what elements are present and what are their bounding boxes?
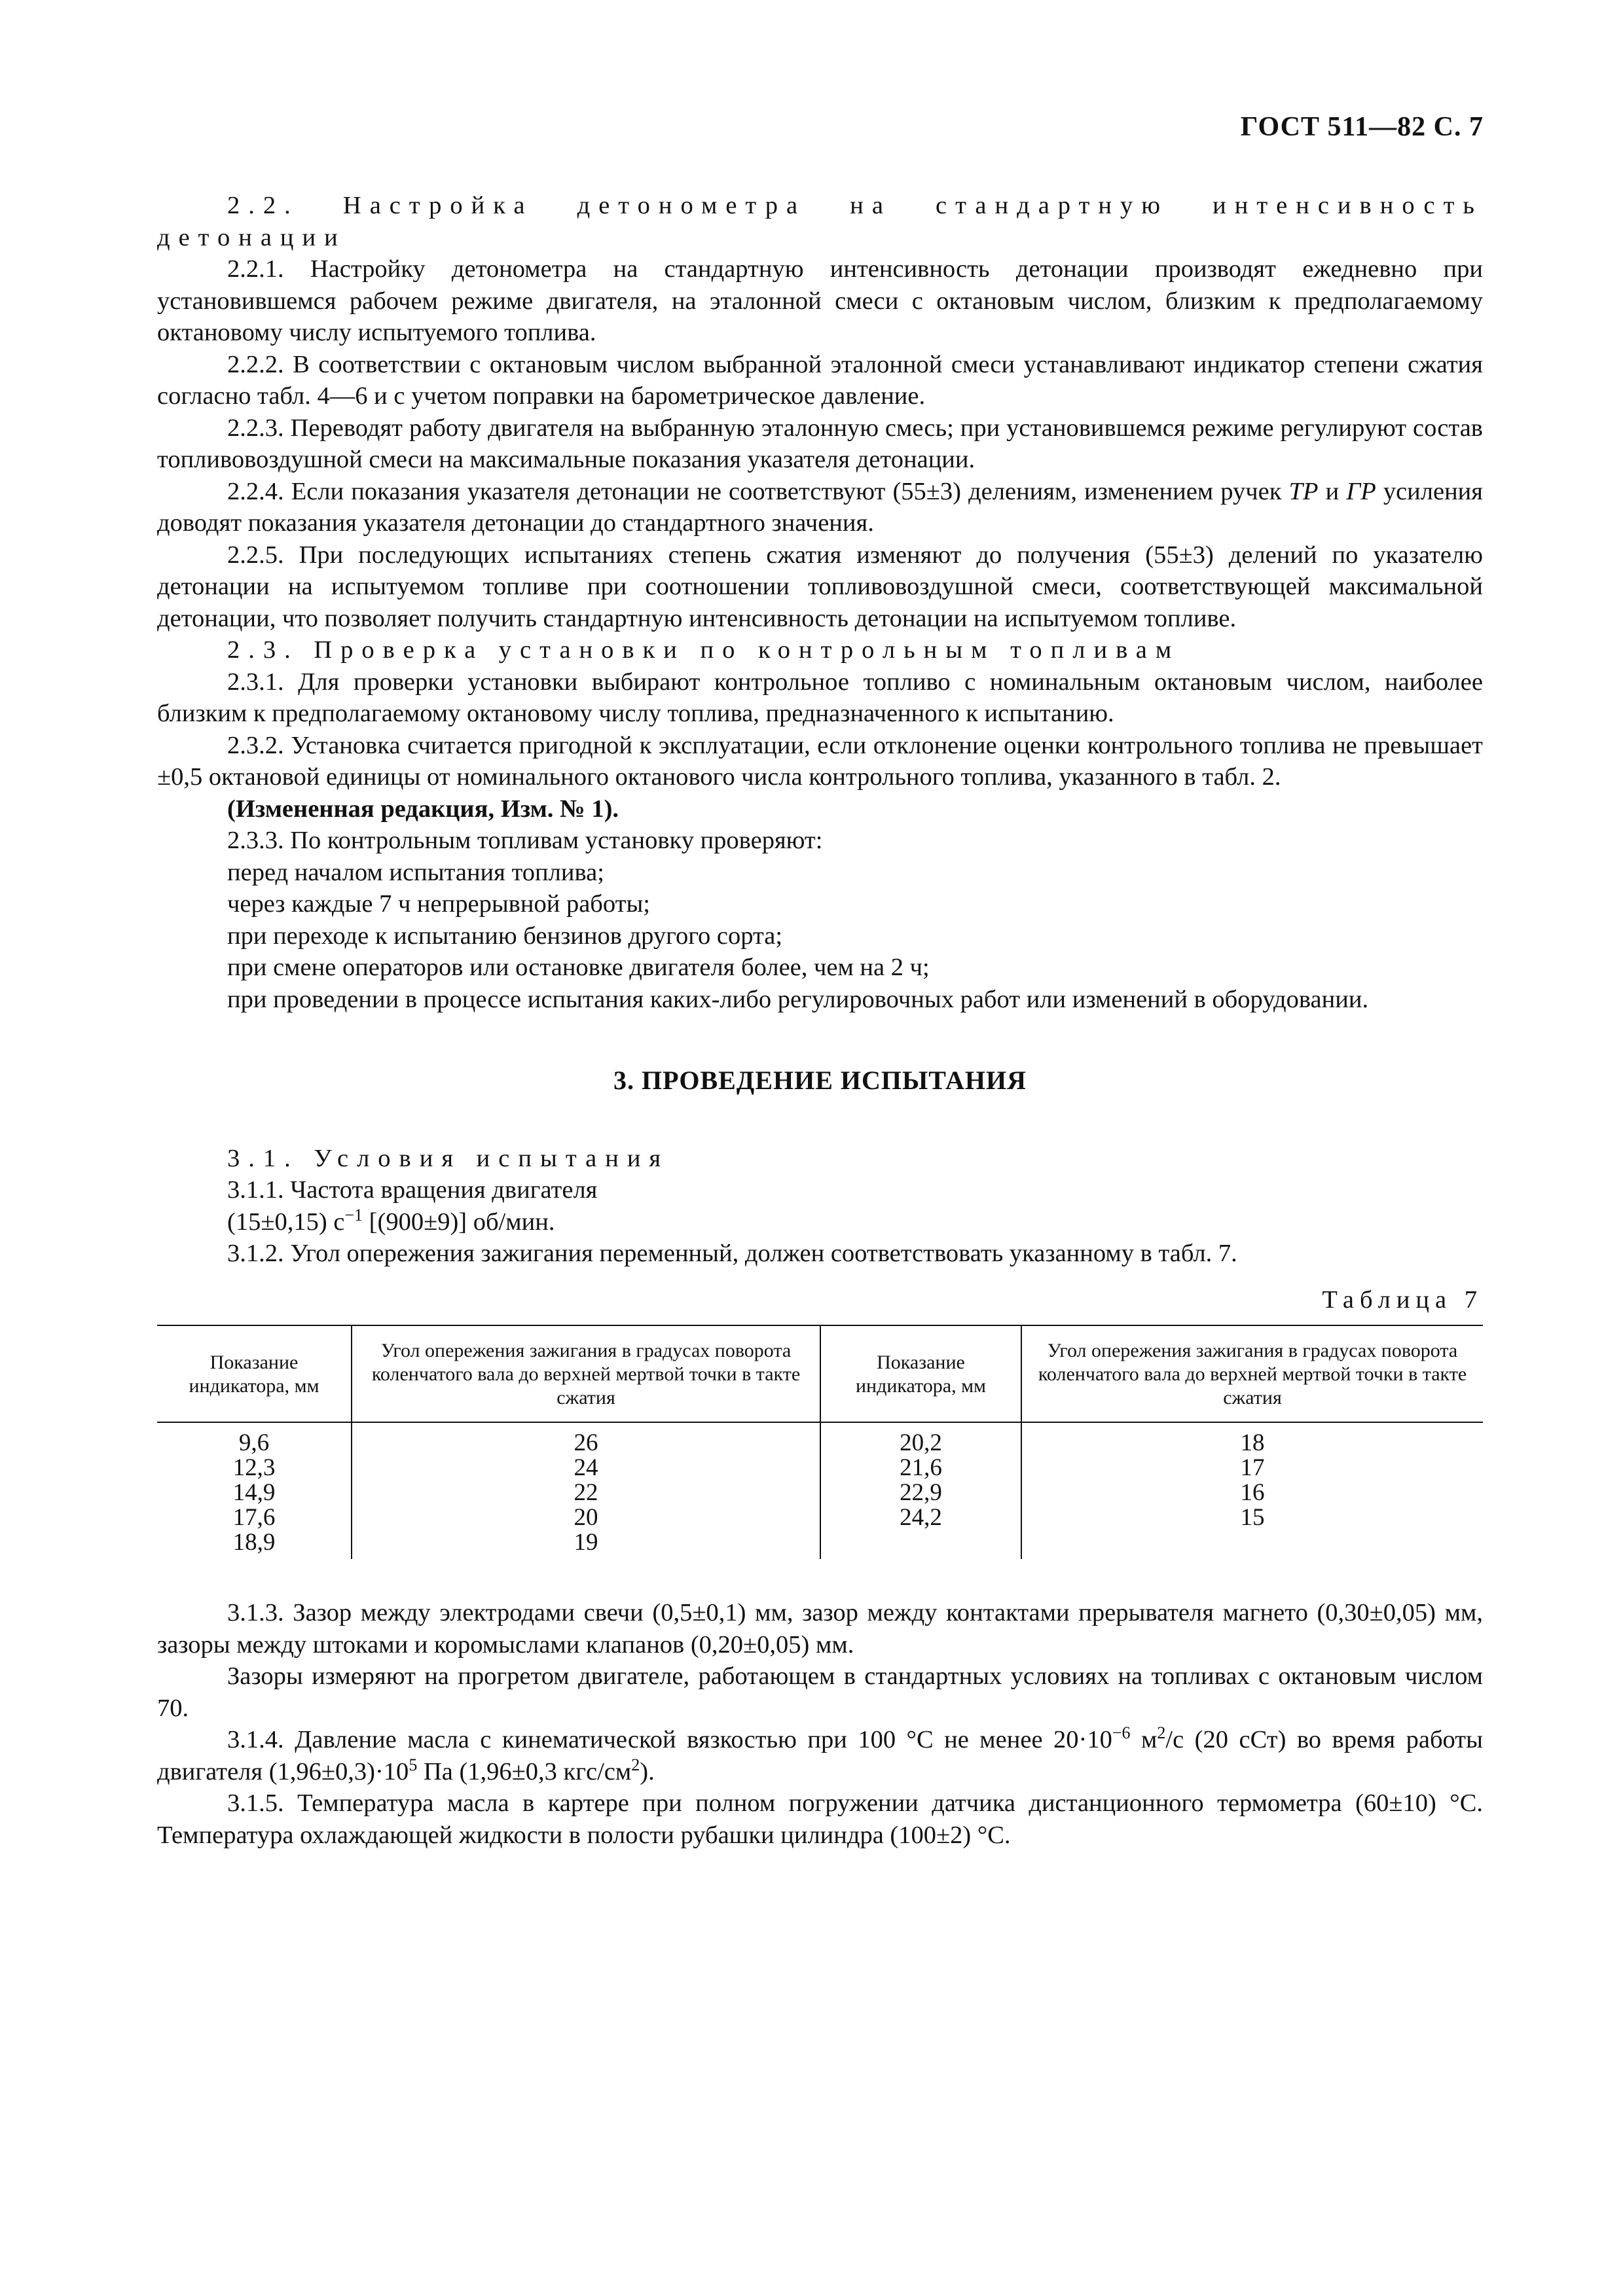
table-row	[157, 1530, 1483, 1559]
table-cell: 19	[352, 1530, 820, 1559]
list-item: при переходе к испытанию бензинов другого сорта;	[227, 922, 783, 950]
oil-pressure-part-c: /с (20 сСт) во время работы двигателя (1,96±0,3)·10	[157, 1726, 1483, 1785]
paragraph-3-1-1: 3.1.1. Частота вращения двигателя	[227, 1176, 598, 1204]
list-item: при проведении в процессе испытания каких-либо регулировочных работ или изменений в оборудовании.	[227, 985, 1369, 1013]
column-header: Угол опережения зажигания в градусах поворота коленчатого вала до верхней мертвой точки в такте сжатия	[1021, 1325, 1483, 1422]
paragraph-2-3-2: 2.3.2. Установка считается пригодной к эксплуатации, если отклонение оценки контрольного топлива не превышает ±0,5 октановой единицы от номинального октанового числа контрольного топлива, указанного в табл. 2.	[157, 731, 1483, 791]
list-item: при смене операторов или остановке двигателя более, чем на 2 ч;	[227, 954, 930, 981]
table-cell: 12,3	[232, 1454, 276, 1481]
paragraph-3-1-5: 3.1.5. Температура масла в картере при полном погружении датчика дистанционного термометра (60±10) °С. Температура охлаждающей жидкости в полости рубашки цилиндра (100±2) °С.	[157, 1789, 1483, 1849]
table-row	[157, 1456, 1483, 1480]
paragraph-3-1-4	[157, 1724, 1483, 1787]
paragraph-3-1-3: 3.1.3. Зазор между электродами свечи (0,5±0,1) мм, зазор между контактами прерывателя магнето (0,30±0,05) мм, зазоры между штоками и коромыслами клапанов (0,20±0,05) мм.	[157, 1599, 1483, 1659]
paragraph-2-2-4	[157, 476, 1483, 539]
table-cell: 21,6	[820, 1456, 1021, 1480]
list-item: перед началом испытания топлива;	[227, 858, 604, 886]
engine-speed-value	[157, 1206, 1483, 1238]
table-cell: 15	[1021, 1505, 1483, 1530]
section-3-heading: 3. ПРОВЕДЕНИЕ ИСПЫТАНИЯ	[613, 1066, 1027, 1095]
table-row	[157, 1480, 1483, 1505]
paragraph-2-2-2: 2.2.2. В соответствии с октановым числом выбранной эталонной смеси устанавливают индикатор степени сжатия согласно табл. 4—6 и с учетом поправки на барометрическое давление.	[157, 350, 1483, 410]
paragraph-2-2-5: 2.2.5. При последующих испытаниях степень сжатия изменяют до получения (55±3) делений по указателю детонации на испытуемом топливе при соотношении топливовоздушной смеси, соответствующей максимальной детонации, что позволяет получить стандартную интенсивность детонации на испытуемом топливе.	[157, 541, 1483, 632]
knob-tr-label: ТР	[1288, 477, 1319, 505]
section-2-3-title: 2.3. Проверка установки по контрольным топливам	[227, 636, 1180, 664]
table-caption: Таблица 7	[1322, 1285, 1483, 1314]
table-cell: 9,6	[238, 1429, 270, 1456]
oil-pressure-part-e: ).	[640, 1757, 655, 1785]
table-7	[157, 1325, 1483, 1559]
paragraph-2-2-3: 2.2.3. Переводят работу двигателя на выбранную эталонную смесь; при установившемся режиме регулируют состав топливовоздушной смеси на максимальные показания указателя детонации.	[157, 414, 1483, 473]
knob-gr-label: ГР	[1346, 477, 1376, 505]
column-header: Угол опережения зажигания в градусах поворота коленчатого вала до верхней мертвой точки в такте сжатия	[352, 1325, 820, 1422]
table-cell	[820, 1530, 1021, 1559]
paragraph-2-2-1: 2.2.1. Настройку детонометра на стандартную интенсивность детонации производят ежедневно при установившемся рабочем режиме двигателя, на эталонной смеси с октановым числом, близким к предполагаемому октановому числу испытуемого топлива.	[157, 255, 1483, 346]
oil-pressure-part-d: Па (1,96±0,3 кгс/см	[417, 1757, 632, 1785]
table-row	[157, 1505, 1483, 1530]
column-header: Показание индикатора, мм	[820, 1325, 1021, 1422]
table-cell: 20	[352, 1505, 820, 1530]
table-header-row	[157, 1325, 1483, 1422]
exponent: 2	[631, 1755, 640, 1774]
table-cell: 24	[352, 1456, 820, 1480]
table-cell: 22,9	[820, 1480, 1021, 1505]
table-cell: 18,9	[232, 1529, 276, 1556]
table-cell: 26	[352, 1422, 820, 1456]
paragraph-2-2-4-part-a: 2.2.4. Если показания указателя детонации не соответствуют (55±3) делениям, изменением ручек	[227, 477, 1289, 505]
table-cell: 22	[352, 1480, 820, 1505]
table-cell: 18	[1021, 1422, 1483, 1456]
page-header: ГОСТ 511—82 С. 7	[1240, 112, 1484, 142]
paragraph-2-2-4-part-b: и	[1318, 477, 1347, 505]
table-cell: 17,6	[232, 1504, 276, 1531]
document-body	[157, 190, 1483, 1851]
oil-pressure-part-a: 3.1.4. Давление масла с кинематической вязкостью при 100 °С не менее 20·10	[227, 1726, 1112, 1753]
paragraph-2-3-1: 2.3.1. Для проверки установки выбирают контрольное топливо с номинальным октановым числом, наиболее близким к предполагаемому октановому числу топлива, предназначенного к испытанию.	[157, 668, 1483, 727]
exponent: 2	[1157, 1723, 1166, 1743]
section-3-1-title: 3.1. Условия испытания	[227, 1144, 670, 1172]
engine-speed-part-b: [(900±9)] об/мин.	[363, 1208, 555, 1236]
table-cell: 20,2	[820, 1422, 1021, 1456]
paragraph-2-2-4-part-c: усиления доводят показания указателя детонации до стандартного значения.	[157, 477, 1483, 537]
table-cell	[1021, 1530, 1483, 1559]
column-header: Показание индикатора, мм	[157, 1325, 352, 1422]
list-item: через каждые 7 ч непрерывной работы;	[227, 890, 651, 918]
section-2-2-title: 2.2. Настройка детонометра на стандартную интенсивность детонации	[157, 192, 1483, 251]
engine-speed-exponent: −1	[344, 1205, 363, 1225]
paragraph-3-1-3-note: Зазоры измеряют на прогретом двигателе, работающем в стандартных условиях на топливах с октановым числом 70.	[157, 1662, 1483, 1722]
exponent: 5	[409, 1755, 418, 1774]
table-cell: 16	[1021, 1480, 1483, 1505]
table-row	[157, 1422, 1483, 1456]
change-note: (Измененная редакция, Изм. № 1).	[227, 795, 619, 823]
paragraph-3-1-2: 3.1.2. Угол опережения зажигания переменный, должен соответствовать указанному в табл. 7.	[227, 1240, 1237, 1267]
exponent: −6	[1112, 1723, 1131, 1743]
table-cell: 14,9	[232, 1479, 276, 1506]
paragraph-2-3-3: 2.3.3. По контрольным топливам установку проверяют:	[227, 827, 823, 854]
table-cell: 24,2	[820, 1505, 1021, 1530]
table-cell: 17	[1021, 1456, 1483, 1480]
engine-speed-part-a: (15±0,15) с	[227, 1208, 345, 1236]
oil-pressure-part-b: м	[1130, 1726, 1158, 1753]
